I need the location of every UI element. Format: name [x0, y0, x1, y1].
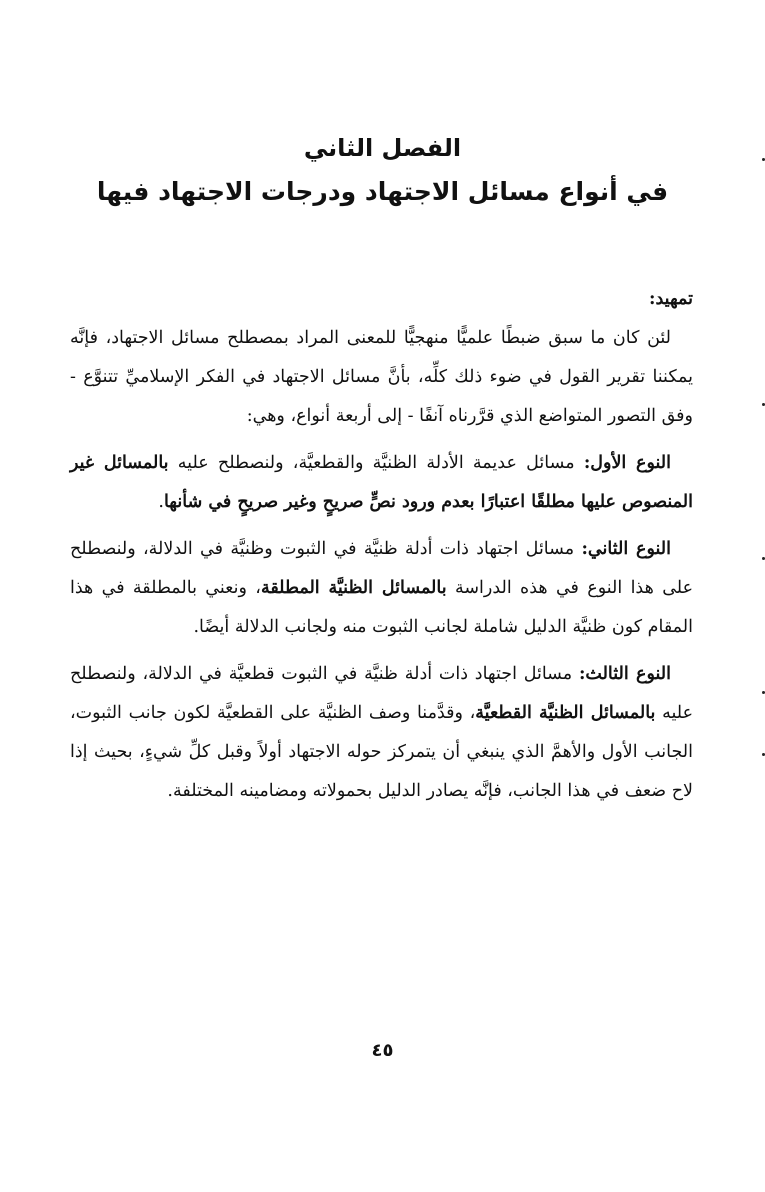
type-1-label: النوع الأول:	[583, 453, 671, 473]
page-number: ٤٥	[371, 1040, 394, 1061]
type-1-term: بالمسائل غير المنصوص عليها مطلقًا اعتبارًا بعدم ورود نصٍّ صريحٍ وغير صريحٍ في شأنها	[70, 453, 693, 512]
type-2-paragraph	[70, 530, 693, 647]
body-text	[70, 280, 693, 811]
type-1-text-end: .	[158, 492, 164, 512]
type-3-label: النوع الثالث:	[578, 664, 671, 684]
type-2-label: النوع الثاني:	[581, 539, 671, 559]
type-3-paragraph	[70, 655, 693, 811]
type-2-text-end: ، ونعني بالمطلقة في هذا المقام كون ظنيَّة الدليل شاملة لجانب الثبوت منه ولجانب الدلالة أيضًا.	[70, 578, 693, 637]
type-3-text-end: ، وقدَّمنا وصف الظنيَّة على القطعيَّة لكون جانب الثبوت، الجانب الأول والأهمَّ الذي ينبغي أن يتمركز حوله الاجتهاد أولاً وقبل كلِّ شيءٍ، بحيث إذا لاح ضعف في هذا الجانب، فإنَّه يصادر الدليل بحمولاته ومضامينه المختلفة.	[70, 703, 693, 801]
intro-heading: تمهيد:	[649, 289, 693, 309]
type-1-paragraph	[70, 444, 693, 522]
type-3-term: بالمسائل الظنيَّة القطعيَّة	[475, 703, 656, 723]
chapter-title: في أنواع مسائل الاجتهاد ودرجات الاجتهاد فيها	[96, 177, 669, 206]
chapter-label: الفصل الثاني	[303, 134, 462, 162]
type-2-text: مسائل اجتهاد ذات أدلة ظنيَّة في الثبوت وظنيَّة في الدلالة، ولنصطلح على هذا النوع في هذه الدراسة	[70, 539, 694, 598]
intro-paragraph: لئن كان ما سبق ضبطًا علميًّا منهجيًّا للمعنى المراد بمصطلح مسائل الاجتهاد، فإنَّه يمكننا تقرير القول في ضوء ذلك كلِّه، بأنَّ مسائل الاجتهاد في الفكر الإسلاميِّ تتنوَّع - وفق التصور المتواضع الذي قرَّرناه آنفًا - إلى أربعة أنواع، وهي:	[70, 328, 693, 426]
type-3-text: مسائل اجتهاد ذات أدلة ظنيَّة في الثبوت قطعيَّة في الدلالة، ولنصطلح عليه	[70, 664, 694, 723]
type-2-term: بالمسائل الظنيَّة المطلقة	[260, 578, 447, 598]
type-1-text: مسائل عديمة الأدلة الظنيَّة والقطعيَّة، ولنصطلح عليه	[168, 453, 584, 473]
